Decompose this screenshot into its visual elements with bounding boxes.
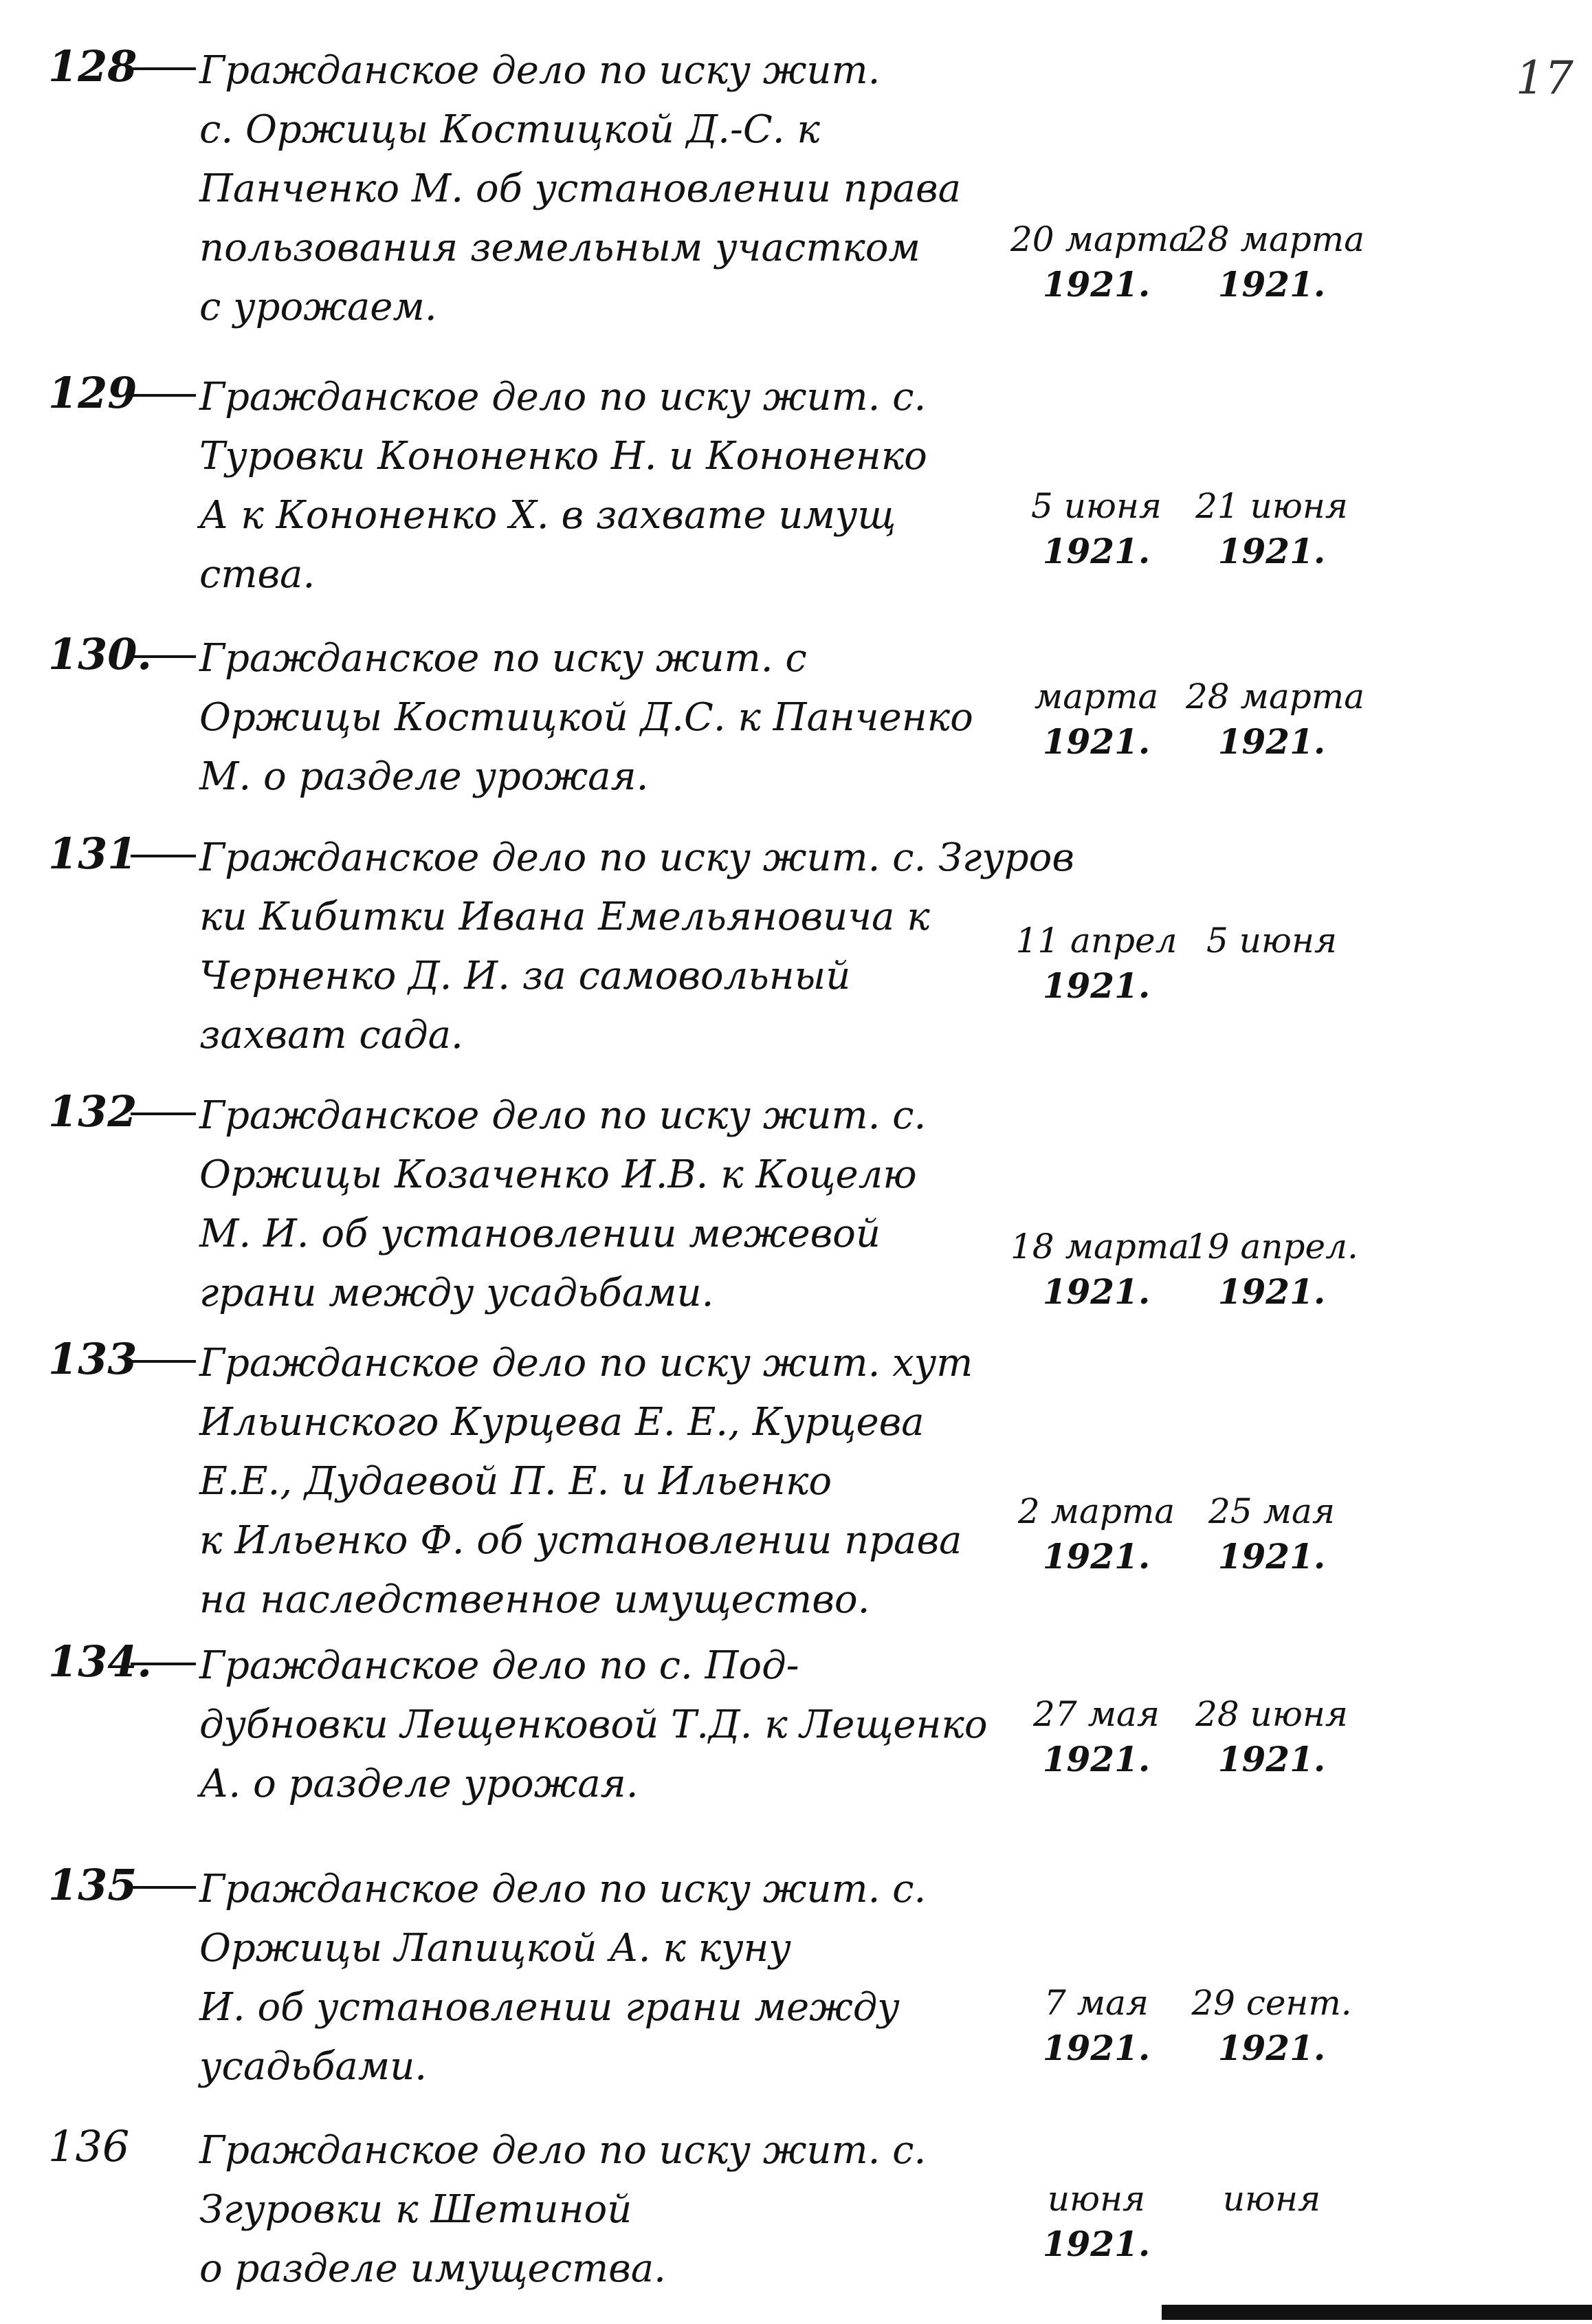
case-description — [199, 1860, 926, 2096]
start-date — [1010, 1489, 1182, 1579]
dash-separator — [131, 1112, 196, 1115]
end-date — [1186, 2176, 1358, 2222]
description-line: о разделе имущества. — [199, 2246, 666, 2291]
case-description — [199, 2121, 926, 2299]
start-date-day: 18 марта — [1010, 1227, 1190, 1267]
scan-edge-mark — [1162, 2305, 1592, 2320]
start-date-day: 7 мая — [1043, 1983, 1149, 2023]
case-number: 130. — [48, 629, 153, 679]
dash-separator — [131, 394, 196, 397]
start-date — [1010, 2176, 1182, 2267]
start-date — [1010, 918, 1182, 1009]
end-date-day: июня — [1222, 2179, 1321, 2219]
dash-separator — [131, 655, 196, 658]
description-line: А к Кононенко Х. в захвате имущ — [199, 493, 896, 538]
description-line: Гражданское дело по иску жит. с. — [199, 2128, 927, 2173]
start-date-day: 2 марта — [1017, 1491, 1175, 1531]
case-description — [199, 1636, 988, 1814]
start-date-day: 20 марта — [1010, 219, 1190, 259]
description-line: Гражданское дело по иску жит. с. Згуров — [199, 835, 1074, 880]
case-number: 134. — [48, 1636, 153, 1687]
description-line: пользования земельным участком — [199, 226, 920, 270]
end-date-day: 21 июня — [1195, 486, 1348, 526]
description-line: Оржицы Козаченко И.В. к Коцелю — [199, 1152, 917, 1197]
description-line: Гражданское дело по иску жит. хут — [199, 1341, 973, 1385]
end-date — [1186, 674, 1365, 765]
description-line: Е.Е., Дудаевой П. Е. и Ильенко — [199, 1459, 832, 1504]
start-date — [1010, 674, 1182, 765]
start-date-year: 1921. — [1042, 264, 1151, 305]
end-date-day: 5 июня — [1206, 921, 1337, 961]
end-date-year: 1921. — [1217, 531, 1326, 571]
dash-separator — [131, 67, 196, 70]
page-number: 17 — [1516, 52, 1573, 105]
start-date-day: 27 мая — [1033, 1694, 1160, 1734]
dash-separator — [131, 1886, 196, 1889]
start-date-year: 1921. — [1042, 2224, 1151, 2264]
end-date-year: 1921. — [1217, 1739, 1326, 1779]
start-date-year: 1921. — [1042, 1271, 1151, 1312]
case-description — [199, 629, 973, 807]
end-date-year: 1921. — [1217, 1271, 1326, 1312]
description-line: к Ильенко Ф. об установлении права — [199, 1518, 962, 1563]
end-date — [1186, 918, 1358, 963]
description-line: Оржицы Лапицкой А. к куну — [199, 1926, 791, 1971]
start-date-day: 5 июня — [1031, 486, 1162, 526]
description-line: ки Кибитки Ивана Емельяновича к — [199, 895, 930, 939]
end-date-year: 1921. — [1217, 264, 1326, 305]
start-date-year: 1921. — [1042, 1536, 1151, 1577]
start-date — [1010, 1224, 1190, 1315]
description-line: захват сада. — [199, 1013, 463, 1057]
end-date-day: 28 марта — [1186, 677, 1365, 716]
case-description — [199, 368, 927, 604]
description-line: Гражданское дело по иску жит. с. — [199, 375, 927, 419]
case-description — [199, 829, 1074, 1065]
description-line: с. Оржицы Костицкой Д.-С. к — [199, 107, 820, 152]
end-date-day: 25 мая — [1208, 1491, 1335, 1531]
start-date-day: 11 апрел — [1015, 921, 1178, 961]
description-line: Черненко Д. И. за самовольный — [199, 954, 851, 998]
description-line: Гражданское дело по иску жит. с. — [199, 1093, 927, 1138]
description-line: с урожаем. — [199, 285, 437, 329]
case-number: 132 — [48, 1086, 137, 1137]
end-date-year: 1921. — [1217, 2028, 1326, 2068]
end-date — [1186, 1980, 1358, 2071]
start-date-year: 1921. — [1042, 531, 1151, 571]
description-line: И. об установлении грани между — [199, 1985, 900, 2030]
case-description — [199, 1334, 973, 1630]
start-date — [1010, 217, 1190, 307]
description-line: дубновки Лещенковой Т.Д. к Лещенко — [199, 1702, 988, 1747]
end-date-day: 28 июня — [1195, 1694, 1348, 1734]
end-date-day: 19 апрел. — [1186, 1227, 1358, 1267]
dash-separator — [131, 855, 196, 857]
end-date — [1186, 1489, 1358, 1579]
start-date-day: июня — [1047, 2179, 1146, 2219]
start-date-year: 1921. — [1042, 721, 1151, 762]
case-description — [199, 1086, 926, 1323]
description-line: Гражданское дело по с. Под- — [199, 1643, 799, 1688]
start-date-year: 1921. — [1042, 1739, 1151, 1779]
description-line: Туровки Кононенко Н. и Кононенко — [199, 434, 927, 479]
start-date — [1010, 1980, 1182, 2071]
description-line: Ильинского Курцева Е. Е., Курцева — [199, 1400, 925, 1445]
end-date — [1186, 217, 1365, 307]
end-date-day: 28 марта — [1186, 219, 1365, 259]
case-number: 133 — [48, 1334, 137, 1384]
start-date — [1010, 1691, 1182, 1782]
description-line: ства. — [199, 552, 316, 597]
description-line: Оржицы Костицкой Д.С. к Панченко — [199, 695, 973, 740]
case-number: 128 — [48, 41, 137, 91]
description-line: на наследственное имущество. — [199, 1577, 870, 1622]
start-date-year: 1921. — [1042, 965, 1151, 1006]
description-line: Панченко М. об установлении права — [199, 166, 961, 211]
end-date — [1186, 483, 1358, 574]
case-number: 131 — [48, 829, 137, 879]
description-line: Гражданское по иску жит. с — [199, 636, 807, 681]
end-date-year: 1921. — [1217, 721, 1326, 762]
description-line: грани между усадьбами. — [199, 1271, 714, 1315]
description-line: М. о разделе урожая. — [199, 754, 649, 799]
end-date-year: 1921. — [1217, 1536, 1326, 1577]
description-line: усадьбами. — [199, 2044, 428, 2089]
start-date — [1010, 483, 1182, 574]
start-date-day: марта — [1034, 677, 1159, 716]
description-line: Гражданское дело по иску жит. — [199, 48, 881, 93]
case-number: 129 — [48, 368, 137, 418]
dash-separator — [131, 1663, 196, 1665]
description-line: А. о разделе урожая. — [199, 1762, 639, 1806]
description-line: Згуровки к Шетиной — [199, 2187, 632, 2232]
case-number: 136 — [48, 2121, 130, 2171]
description-line: Гражданское дело по иску жит. с. — [199, 1867, 927, 1911]
end-date-day: 29 сент. — [1191, 1983, 1352, 2023]
case-number: 135 — [48, 1860, 137, 1910]
case-description — [199, 41, 961, 337]
description-line: М. И. об установлении межевой — [199, 1212, 881, 1256]
end-date — [1186, 1224, 1358, 1315]
end-date — [1186, 1691, 1358, 1782]
dash-separator — [131, 1360, 196, 1363]
start-date-year: 1921. — [1042, 2028, 1151, 2068]
